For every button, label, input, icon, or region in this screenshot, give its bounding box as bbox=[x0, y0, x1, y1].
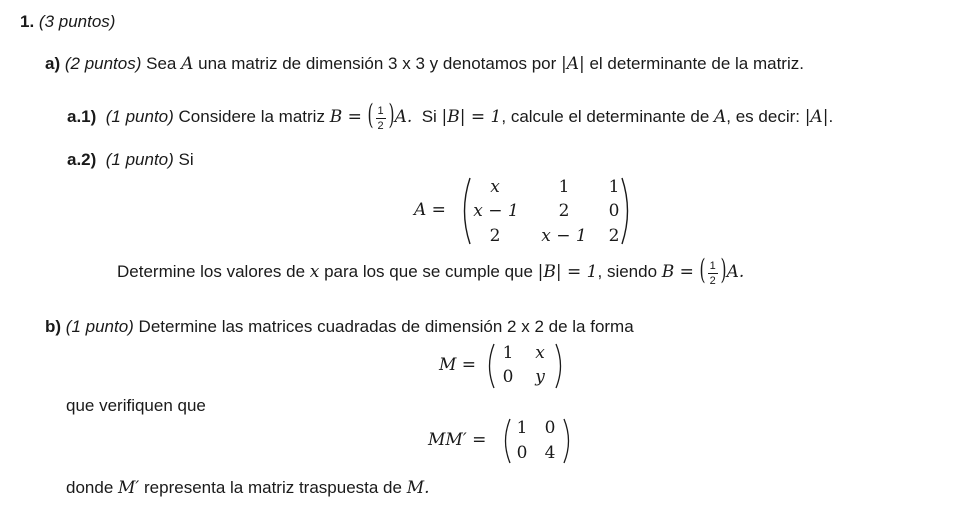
part-a-text-2: una matriz de dimensión 3 x 3 y denotamos por bbox=[193, 54, 561, 73]
matrix-cell: 1 bbox=[608, 177, 620, 197]
matrix-symbol-a: A bbox=[714, 107, 727, 127]
det-a-symbol: |A| bbox=[804, 107, 829, 127]
matrix-m-lhs: M = bbox=[439, 355, 477, 375]
right-paren bbox=[562, 418, 574, 464]
matrix-cell: y bbox=[535, 367, 545, 387]
part-b-points: (1 punto) bbox=[65, 317, 134, 336]
matrix-cell: 0 bbox=[608, 201, 620, 221]
matrix-cell: x bbox=[490, 177, 500, 197]
part-a-label: a) bbox=[45, 54, 61, 73]
part-a1-points: (1 punto) bbox=[105, 107, 174, 126]
matrix-cell: 0 bbox=[502, 367, 514, 387]
problem-header bbox=[20, 12, 115, 32]
matrix-cell: 1 bbox=[502, 343, 514, 363]
fraction-one-half: ( 1 2 ) bbox=[367, 97, 395, 132]
part-a-text-3: el determinante de la matriz. bbox=[584, 54, 804, 73]
left-paren bbox=[484, 343, 496, 389]
part-a1-statement bbox=[67, 97, 834, 133]
matrix-cell: 2 bbox=[558, 201, 570, 221]
fraction-denominator: 2 bbox=[377, 119, 384, 132]
det-a-symbol: |A| bbox=[561, 54, 585, 74]
left-paren bbox=[500, 418, 512, 464]
part-a2-text-1: Si bbox=[173, 150, 194, 169]
problem-points: (3 puntos) bbox=[38, 12, 116, 31]
matrix-symbol-a: A bbox=[181, 54, 194, 74]
matrix-mmt-lhs: MM′ = bbox=[428, 430, 487, 450]
part-b-text-1: Determine las matrices cuadradas de dimensión 2 x 2 de la forma bbox=[133, 317, 634, 336]
det-text-1: Determine los valores de bbox=[117, 262, 310, 281]
matrix-cell: 2 bbox=[489, 226, 501, 246]
a-dot: A. bbox=[726, 262, 745, 282]
matrix-cell: 0 bbox=[544, 418, 556, 438]
part-a2-statement bbox=[67, 150, 194, 170]
fraction-one-half: ( 1 2 ) bbox=[699, 252, 727, 287]
part-a1-text-4: , es decir: bbox=[726, 107, 805, 126]
b-equals: B = bbox=[661, 262, 694, 282]
part-b-label: b) bbox=[45, 317, 62, 336]
matrix-cell: 4 bbox=[544, 443, 556, 463]
part-a-points: (2 puntos) bbox=[64, 54, 142, 73]
donde-text-2: representa la matriz traspuesta de bbox=[139, 478, 407, 497]
part-a1-text-1: Considere la matriz bbox=[173, 107, 330, 126]
matrix-a-lhs: A = bbox=[414, 200, 446, 220]
matrix-cell: x − 1 bbox=[473, 201, 519, 221]
part-a-statement bbox=[45, 54, 804, 74]
m-dot: M. bbox=[406, 478, 430, 498]
det-text-3: , siendo bbox=[597, 262, 662, 281]
part-a1-text-2: Si bbox=[421, 107, 442, 126]
donde-text-1: donde bbox=[66, 478, 118, 497]
matrix-cell: 1 bbox=[516, 418, 528, 438]
problem-number: 1. bbox=[20, 12, 35, 31]
part-a1-label: a.1) bbox=[67, 107, 97, 126]
fraction-numerator: 1 bbox=[377, 104, 384, 117]
part-a-text-1: Sea bbox=[146, 54, 182, 73]
det-b-equals-one: |B| = 1 bbox=[441, 107, 502, 127]
part-a2-points: (1 punto) bbox=[105, 150, 174, 169]
m-prime-symbol: M′ bbox=[118, 478, 140, 498]
det-text-2: para los que se cumple que bbox=[319, 262, 538, 281]
part-a2-label: a.2) bbox=[67, 150, 97, 169]
fraction-numerator: 1 bbox=[709, 259, 716, 272]
matrix-cell: 0 bbox=[516, 443, 528, 463]
verify-text: que verifiquen que bbox=[66, 396, 206, 415]
matrix-cell: x − 1 bbox=[541, 226, 587, 246]
part-a2-question bbox=[117, 252, 745, 288]
part-a1-text-3: , calcule el determinante de bbox=[501, 107, 714, 126]
matrix-cell: x bbox=[535, 343, 545, 363]
part-a1-end: . bbox=[828, 107, 834, 126]
matrix-cell: 1 bbox=[558, 177, 570, 197]
donde-statement bbox=[66, 478, 430, 498]
fraction-denominator: 2 bbox=[709, 274, 716, 287]
det-b-equals-one: |B| = 1 bbox=[537, 262, 598, 282]
b-equals: B = bbox=[329, 107, 362, 127]
part-b-statement bbox=[45, 317, 634, 337]
a-dot: A. bbox=[394, 107, 413, 127]
variable-x: x bbox=[309, 262, 320, 282]
matrix-cell: 2 bbox=[608, 226, 620, 246]
right-paren bbox=[554, 343, 566, 389]
